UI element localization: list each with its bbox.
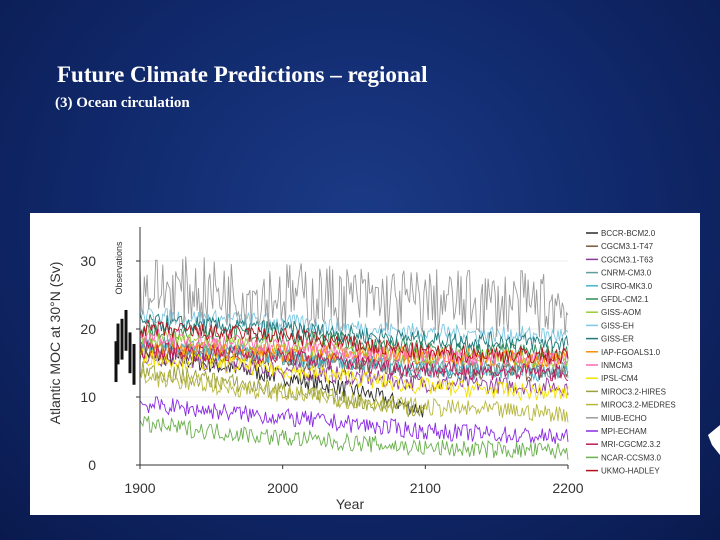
legend-entry: GISS-ER bbox=[601, 334, 634, 344]
x-tick-label: 2100 bbox=[409, 480, 441, 496]
legend-entry: GFDL-CM2.1 bbox=[601, 295, 649, 304]
slide-subtitle: (3) Ocean circulation bbox=[55, 95, 190, 111]
y-tick-label: 10 bbox=[80, 389, 96, 405]
x-axis-label: Year bbox=[335, 496, 365, 512]
y-tick-label: 0 bbox=[88, 457, 96, 473]
x-tick-label: 2200 bbox=[552, 480, 584, 496]
x-tick-label: 2000 bbox=[267, 480, 299, 496]
legend-entry: MRI-CGCM2.3.2 bbox=[601, 440, 661, 450]
legend-entry: CNRM-CM3.0 bbox=[601, 268, 652, 278]
legend-entry: IAP-FGOALS1.0 bbox=[601, 347, 661, 357]
y-axis-label: Atlantic MOC at 30°N (Sv) bbox=[47, 261, 63, 425]
y-tick-label: 30 bbox=[80, 253, 96, 269]
x-tick-label: 1900 bbox=[124, 480, 156, 496]
legend-entry: CSIRO-MK3.0 bbox=[601, 281, 653, 291]
legend-entry: INMCM3 bbox=[601, 361, 633, 370]
legend-entry: GISS-EH bbox=[601, 321, 634, 331]
slide-corner-decoration bbox=[706, 425, 720, 455]
y-tick-label: 20 bbox=[80, 321, 96, 337]
moc-chart bbox=[30, 213, 700, 515]
slide-title: Future Climate Predictions – regional bbox=[57, 62, 428, 87]
legend-entry: MIUB-ECHO bbox=[601, 413, 647, 423]
legend-entry: CGCM3.1-T47 bbox=[601, 242, 654, 252]
legend-entry: NCAR-CCSM3.0 bbox=[601, 453, 662, 463]
legend-entry: MIROC3.2-HIRES bbox=[601, 387, 666, 397]
legend-entry: IPSL-CM4 bbox=[601, 374, 638, 384]
legend-entry: CGCM3.1-T63 bbox=[601, 255, 654, 265]
observations-label: Observations bbox=[114, 241, 124, 295]
series-line bbox=[140, 416, 568, 460]
legend-entry: BCCR-BCM2.0 bbox=[601, 229, 656, 238]
moc-chart-figure bbox=[30, 213, 700, 515]
legend-entry: MIROC3.2-MEDRES bbox=[601, 400, 676, 410]
legend-entry: MPI-ECHAM bbox=[601, 427, 647, 436]
series-line bbox=[140, 257, 568, 338]
legend-entry: GISS-AOM bbox=[601, 308, 642, 318]
legend-entry: UKMO-HADLEY bbox=[601, 466, 660, 476]
